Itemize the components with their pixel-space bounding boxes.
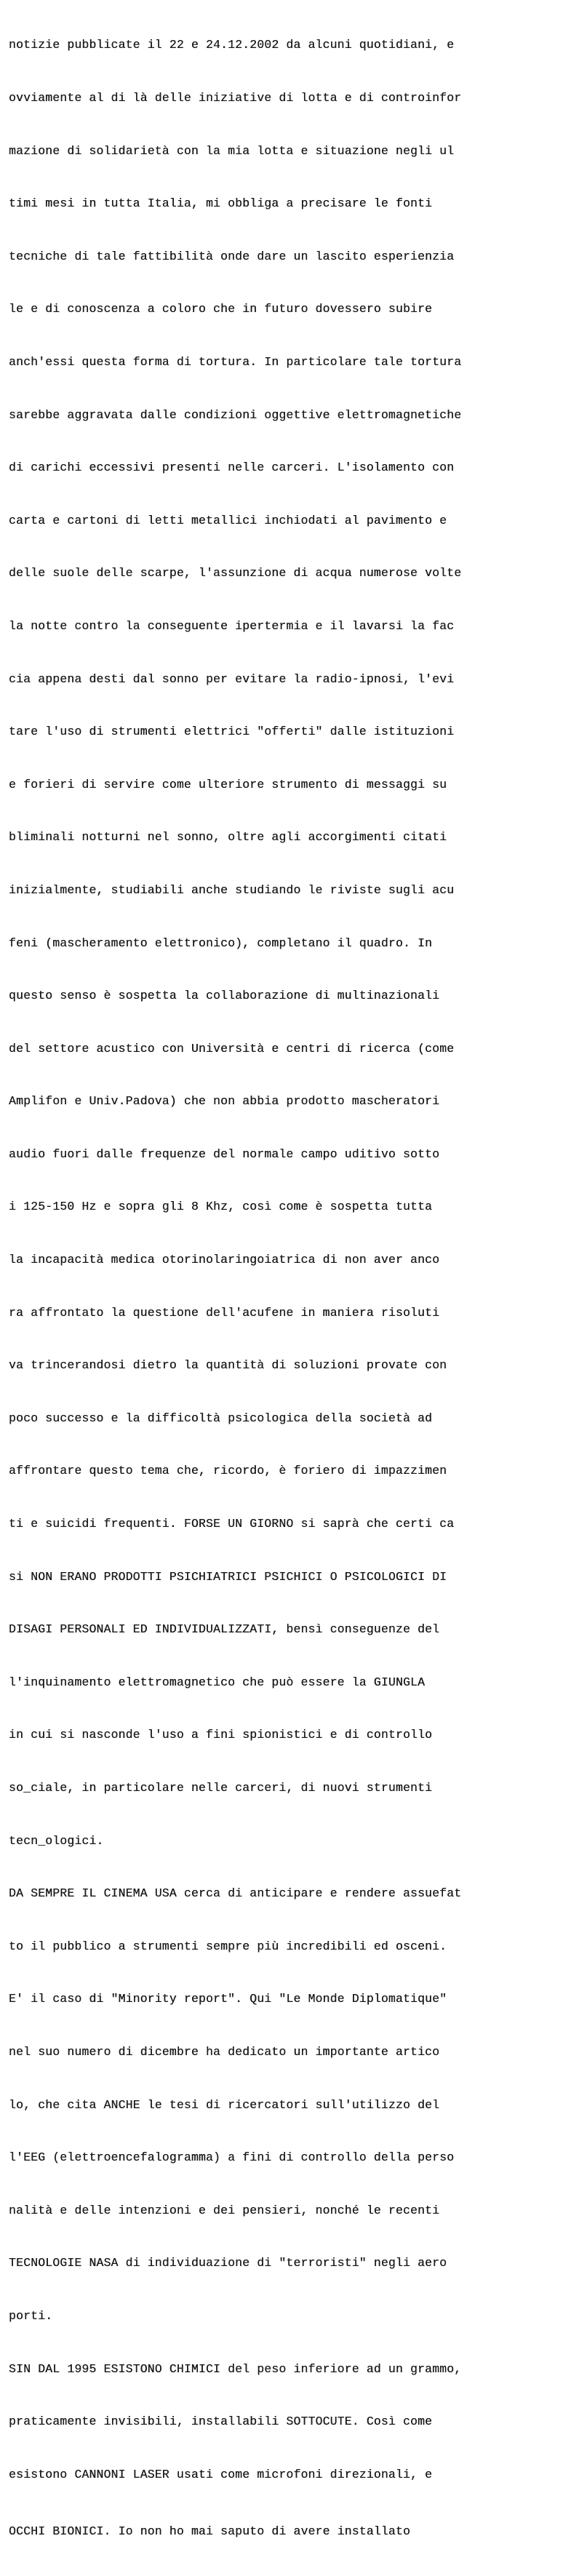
text-line: la notte contro la conseguente ipertermia e il lavarsi la fac: [9, 618, 455, 633]
text-line: tecn_ologici.: [9, 1833, 104, 1848]
text-line: sarebbe aggravata dalle condizioni oggettive elettromagnetiche: [9, 407, 462, 422]
text-line: so_ciale, in particolare nelle carceri, di nuovi strumenti: [9, 1781, 433, 1795]
text-line: del settore acustico con Università e centri di ricerca (come: [9, 1041, 455, 1056]
text-line: di carichi eccessivi presenti nelle carceri. L'isolamento con: [9, 460, 455, 475]
text-line: ra affrontato la questione dell'acufene in maniera risoluti: [9, 1305, 440, 1320]
text-line: tare l'uso di strumenti elettrici "offerti" dalle istituzioni: [9, 725, 455, 739]
text-line: esistono CANNONI LASER usati come microfoni direzionali, e: [9, 2467, 433, 2481]
text-line: in cui si nasconde l'uso a fini spionistici e di controllo: [9, 1728, 433, 1742]
text-line: nel suo numero di dicembre ha dedicato un importante artico: [9, 2044, 440, 2059]
text-line: la incapacità medica otorinolaringoiatrica di non aver anco: [9, 1253, 440, 1267]
text-line: porti.: [9, 2308, 53, 2323]
text-line: e forieri di servire come ulteriore strumento di messaggi su: [9, 777, 447, 791]
text-line: si NON ERANO PRODOTTI PSICHIATRICI PSICHICI O PSICOLOGICI DI: [9, 1569, 447, 1584]
text-line: bliminali notturni nel sonno, oltre agli accorgimenti citati: [9, 830, 447, 845]
text-line: inizialmente, studiabili anche studiando le riviste sugli acu: [9, 882, 455, 897]
text-line: E' il caso di "Minority report". Qui "Le Monde Diplomatique": [9, 1992, 447, 2006]
text-line: Amplifon e Univ.Padova) che non abbia prodotto mascheratori: [9, 1094, 440, 1109]
text-line: tecniche di tale fattibilità onde dare un lascito esperienzia: [9, 249, 455, 263]
text-line: ti e suicidi frequenti. FORSE UN GIORNO si saprà che certi ca: [9, 1517, 455, 1531]
text-line: SIN DAL 1995 ESISTONO CHIMICI del peso inferiore ad un grammo,: [9, 2361, 462, 2376]
text-line: mazione di solidarietà con la mia lotta e situazione negli ul: [9, 143, 455, 158]
text-line: audio fuori dalle frequenze del normale campo uditivo sotto: [9, 1147, 440, 1161]
text-line: delle suole delle scarpe, l'assunzione di acqua numerose volte: [9, 566, 462, 581]
text-line: le e di conoscenza a coloro che in futuro dovessero subire: [9, 302, 433, 316]
text-line: to il pubblico a strumenti sempre più incredibili ed osceni.: [9, 1939, 447, 1953]
text-line: timi mesi in tutta Italia, mi obbliga a precisare le fonti: [9, 196, 433, 211]
text-line: TECNOLOGIE NASA di individuazione di "terroristi" negli aero: [9, 2256, 447, 2270]
text-line: feni (mascheramento elettronico), completano il quadro. In: [9, 936, 433, 950]
text-line: l'inquinamento elettromagnetico che può essere la GIUNGLA: [9, 1675, 426, 1689]
text-line: lo, che cita ANCHE le tesi di ricercatori sull'utilizzo del: [9, 2097, 440, 2112]
text-line: i 125-150 Hz e sopra gli 8 Khz, così come è sospetta tutta: [9, 1200, 433, 1214]
text-line: carta e cartoni di letti metallici inchiodati al pavimento e: [9, 513, 447, 527]
text-line: poco successo e la difficoltà psicologica della società ad: [9, 1411, 433, 1425]
text-line: DA SEMPRE IL CINEMA USA cerca di anticipare e rendere assuefat: [9, 1886, 462, 1901]
text-line: nalità e delle intenzioni e dei pensieri, nonché le recenti: [9, 2203, 440, 2217]
text-line: ovviamente al di là delle iniziative di lotta e di controinfor: [9, 91, 462, 105]
text-line: OCCHI BIONICI. Io non ho mai saputo di avere installato: [9, 2524, 410, 2539]
text-line: notizie pubblicate il 22 e 24.12.2002 da alcuni quotidiani, e: [9, 38, 455, 52]
text-line: affrontare questo tema che, ricordo, è foriero di impazzimen: [9, 1464, 447, 1478]
text-line: questo senso è sospetta la collaborazione di multinazionali: [9, 989, 440, 1003]
typewritten-text: [9, 1, 569, 2576]
text-line: cia appena desti dal sonno per evitare la radio-ipnosi, l'evi: [9, 671, 455, 686]
text-line: DISAGI PERSONALI ED INDIVIDUALIZZATI, bensì conseguenze del: [9, 1622, 440, 1637]
text-line: va trincerandosi dietro la quantità di soluzioni provate con: [9, 1358, 447, 1373]
text-line: l'EEG (elettroencefalogramma) a fini di controllo della perso: [9, 2150, 455, 2165]
text-line: praticamente invisibili, installabili SOTTOCUTE. Così come: [9, 2414, 433, 2429]
text-line: anch'essi questa forma di tortura. In particolare tale tortura: [9, 354, 462, 369]
